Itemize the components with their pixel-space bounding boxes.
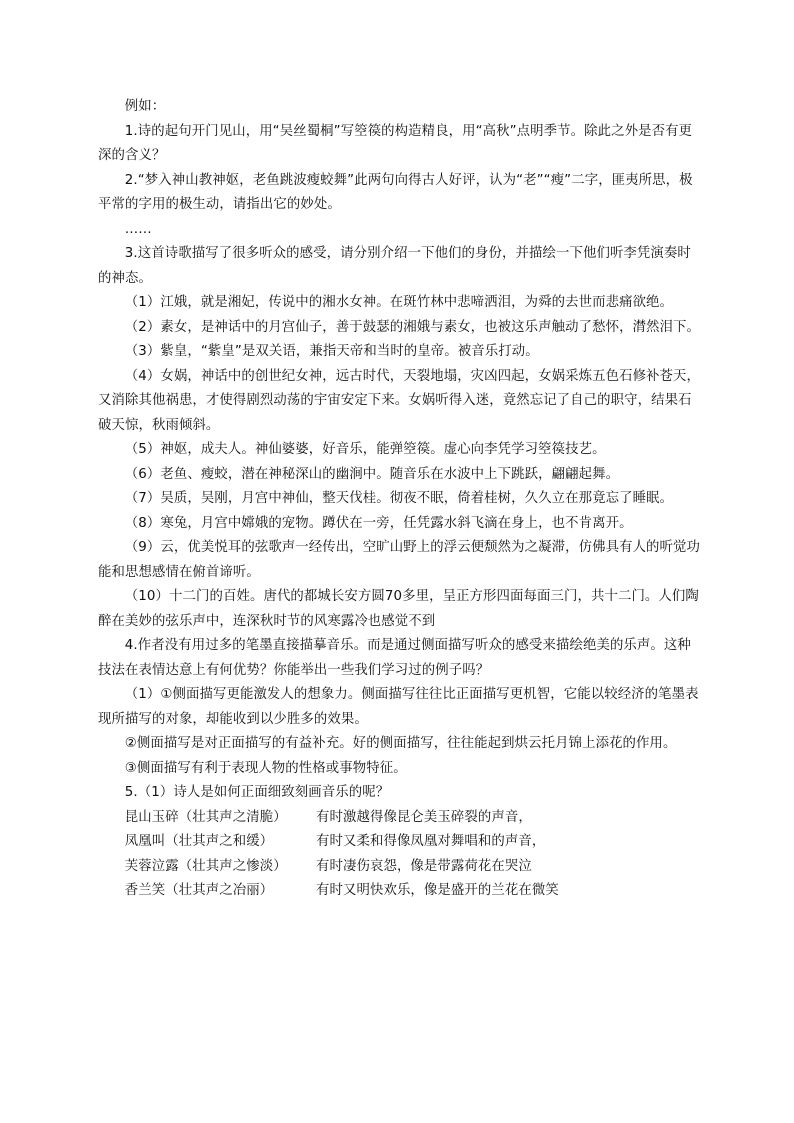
list-item: [98, 806, 704, 831]
comparison-term: 凤凰叫（壮其声之和缓）: [124, 834, 274, 849]
answer-4-point-2: ②侧面描写是对正面描写的有益补充。好的侧面描写，往往能起到烘云托月锦上添花的作用。: [124, 736, 677, 751]
comparison-term: 芙蓉泣露（壮其声之惨淡）: [124, 858, 287, 874]
answer-3-item-4: （4）女娲，神话中的创世纪女神，远古时代，天裂地塌，灾凶四起，女娲采炼五色石修补苍天，又消除其他祸患，才使得剧烈动荡的宇宙安定下来。女娲听得入迷，竟然忘记了自己的职守，结果石破天惊，秋雨倾斜。: [98, 368, 701, 433]
answer-3-item-7: （7）吴质，吴刚，月宫中神仙，整天伐桂。彻夜不眠，倚着桂树，久久立在那竟忘了睡眠。: [124, 491, 674, 506]
comparison-term: 昆山玉碎（壮其声之清脆）: [124, 809, 287, 825]
document-body: [98, 95, 704, 904]
answer-3-item-5: （5）神妪，成夫人。神仙婆婆，好音乐，能弹箜篌。虚心向李凭学习箜篌技艺。: [124, 442, 606, 457]
comparison-desc: 有时凄伤哀怨，像是带露荷花在哭泣: [316, 858, 532, 874]
answer-3-item-2: （2）素女，是神话中的月宫仙子，善于鼓瑟的湘娥与素女，也被这乐声触动了愁怀，潸然泪下。: [124, 319, 701, 335]
answer-4-point-3: ③侧面描写有利于表现人物的性格或事物特征。: [124, 760, 407, 776]
answer-3-item-1: （1）江娥，就是湘妃，传说中的湘水女神。在斑竹林中悲啼洒泪，为舜的去世而悲痛欲绝。: [124, 295, 674, 310]
question-4: 4.作者没有用过多的笔墨直接描摹音乐。而是通过侧面描写听众的感受来描绘绝美的乐声。这种技法在表情达意上有何优势？你能举出一些我们学习过的例子吗？: [98, 638, 691, 678]
comparison-desc: 有时激越得像昆仑美玉碎裂的声音，: [316, 809, 532, 825]
ellipsis-line: ……: [124, 221, 152, 237]
answer-3-item-9: （9）云，优美悦耳的弦歌声一经传出，空旷山野上的浮云便颓然为之凝滞，仿佛具有人的听觉功能和思想感情在俯首谛听。: [98, 540, 701, 580]
intro-line: 例如：: [124, 99, 166, 114]
comparison-desc: 有时又明快欢乐，像是盛开的兰花在微笑: [316, 883, 559, 898]
answer-4-point-1: （1）①侧面描写更能激发人的想象力。侧面描写往往比正面描写更机智，它能以较经济的笔墨表现所描写的对象，却能收到以少胜多的效果。: [98, 687, 699, 727]
answer-3-item-10: （10）十二门的百姓。唐代的都城长安方圆70多里，呈正方形四面每面三门，共十二门。人们陶醉在美妙的弦乐声中，连深秋时节的风寒露冷也感觉不到: [98, 589, 699, 629]
question-3: 3.这首诗歌描写了很多听众的感受，请分别介绍一下他们的身份，并描绘一下他们听李凭演奏时的神态。: [98, 246, 691, 286]
comparison-term: 香兰笑（壮其声之冶丽）: [124, 883, 274, 898]
music-comparison-list: [98, 806, 704, 904]
answer-3-item-3: （3）紫皇，“紫皇”是双关语，兼指天帝和当时的皇帝。被音乐打动。: [124, 344, 539, 359]
list-item: [98, 855, 704, 880]
list-item: [98, 830, 704, 855]
question-5: 5.（1）诗人是如何正面细致刻画音乐的呢？: [124, 785, 390, 800]
list-item: [98, 879, 704, 904]
question-1: 1.诗的起句开门见山，用“吴丝蜀桐”写箜篌的构造精良，用“高秋”点明季节。除此之外是否有更深的含义？: [98, 123, 693, 163]
answer-3-item-8: （8）寒兔，月宫中嫦娥的宠物。蹲伏在一旁，任凭露水斜飞滴在身上，也不肯离开。: [124, 515, 633, 531]
comparison-desc: 有时又柔和得像凤凰对舞唱和的声音，: [316, 834, 546, 849]
answer-3-item-6: （6）老鱼、瘦蛟，潜在神秘深山的幽涧中。随音乐在水波中上下跳跃，翩翩起舞。: [124, 466, 620, 482]
question-2: 2.“梦入神山教神妪，老鱼跳波瘦蛟舞”此两句向得古人好评，认为“老”“瘦”二字，匪夷所思，极平常的字用的极生动，请指出它的妙处。: [98, 172, 693, 212]
